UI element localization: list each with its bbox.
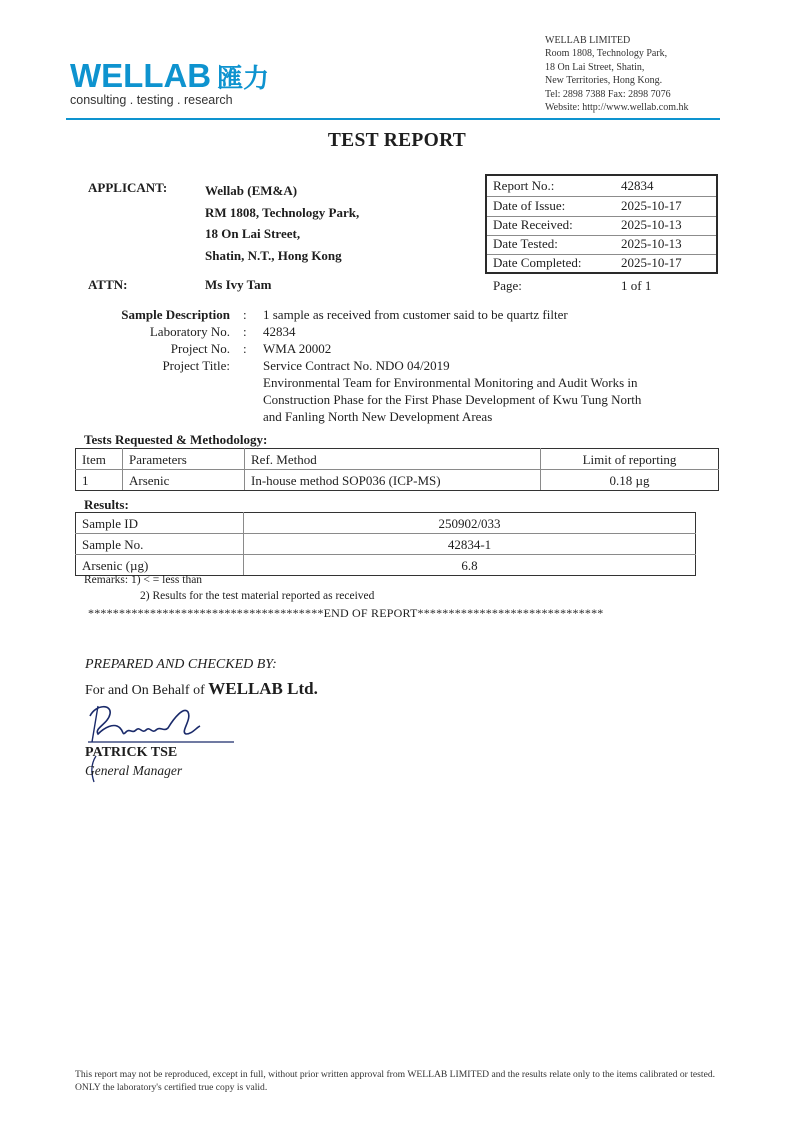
company-address-block — [545, 34, 689, 114]
colon: : — [243, 341, 247, 356]
project-title-line: Service Contract No. NDO 04/2019 — [263, 358, 450, 373]
table-cell: 6.8 — [244, 555, 696, 576]
company-name: WELLAB LIMITED — [545, 35, 631, 46]
report-info-key: Date Tested: — [493, 236, 558, 251]
report-info-key: Date Completed: — [493, 255, 582, 270]
page-number: 1 of 1 — [621, 278, 652, 293]
on-behalf-line — [85, 679, 318, 699]
company-logo — [70, 58, 269, 97]
colon: : — [243, 307, 247, 322]
table-header-cell: Ref. Method — [245, 449, 541, 470]
applicant-line: RM 1808, Technology Park, — [205, 204, 360, 220]
sample-description-label: Sample Description — [121, 307, 230, 322]
lab-no: 42834 — [263, 324, 296, 339]
report-info-value: 2025-10-13 — [621, 236, 682, 251]
end-of-report: **************************************END OF REPORT****************************** — [88, 606, 604, 620]
remarks-line: Remarks: 1) < = less than — [84, 574, 203, 586]
table-cell: Arsenic (µg) — [76, 555, 244, 576]
signatory-name: PATRICK TSE — [85, 745, 178, 760]
signatory-title: General Manager — [85, 763, 183, 778]
on-behalf-company: WELLAB Ltd. — [208, 679, 318, 698]
report-info-value: 2025-10-17 — [621, 198, 682, 213]
company-address-line: 18 On Lai Street, Shatin, — [545, 61, 645, 73]
table-cell: 42834-1 — [244, 534, 696, 555]
project-no: WMA 20002 — [263, 341, 332, 356]
company-phone: Tel: 2898 7388 Fax: 2898 7076 — [545, 88, 671, 100]
attn-label: ATTN: — [88, 277, 128, 292]
header-divider — [66, 118, 720, 120]
project-title-label: Project Title: — [162, 358, 230, 373]
applicant-line: Wellab (EM&A) — [205, 183, 298, 198]
table-cell: Sample ID — [76, 513, 244, 534]
logo-chinese: 匯力 — [217, 64, 270, 94]
prepared-by-label: PREPARED AND CHECKED BY: — [85, 657, 277, 672]
results-heading: Results: — [84, 497, 129, 512]
company-website: Website: http://www.wellab.com.hk — [545, 102, 689, 114]
report-info-value: 42834 — [621, 178, 654, 193]
tests-table — [75, 448, 719, 491]
company-address-line: Room 1808, Technology Park, — [545, 48, 668, 60]
sample-description: 1 sample as received from customer said to be quartz filter — [263, 307, 568, 322]
table-cell: Sample No. — [76, 534, 244, 555]
applicant-label: APPLICANT: — [88, 180, 168, 195]
table-cell: In-house method SOP036 (ICP-MS) — [245, 470, 541, 491]
colon: : — [243, 324, 247, 339]
applicant-line: 18 On Lai Street, — [205, 226, 301, 241]
on-behalf-prefix: For and On Behalf of — [85, 683, 205, 698]
tests-heading: Tests Requested & Methodology: — [84, 432, 268, 447]
table-row — [76, 555, 696, 576]
report-info-key: Report No.: — [493, 178, 555, 193]
applicant-address — [205, 180, 359, 266]
page-title: TEST REPORT — [327, 130, 467, 151]
table-cell: 1 — [76, 470, 123, 491]
report-info-value: 2025-10-17 — [621, 255, 682, 270]
project-title-line: Environmental Team for Environmental Monitoring and Audit Works in — [263, 375, 638, 390]
project-no-label: Project No. — [170, 341, 230, 356]
applicant-line: Shatin, N.T., Hong Kong — [205, 247, 342, 263]
lab-no-label: Laboratory No. — [149, 324, 230, 339]
company-address-line: New Territories, Hong Kong. — [545, 75, 663, 87]
table-row — [76, 534, 696, 555]
attn-value: Ms Ivy Tam — [205, 277, 272, 292]
remarks-line: 2) Results for the test material reported as received — [140, 590, 375, 602]
table-header-cell: Item — [76, 449, 123, 470]
table-header-cell: Limit of reporting — [541, 449, 719, 470]
footer-disclaimer: This report may not be reproduced, except in full, without prior written approval from WELLAB LIMITED and the results relate only to the items calibrated or tested. ONLY the laboratory's certified true copy is valid. — [75, 1069, 716, 1093]
report-info-value: 2025-10-13 — [621, 217, 682, 232]
table-cell: 250902/033 — [244, 513, 696, 534]
table-header-cell: Parameters — [123, 449, 245, 470]
results-table — [75, 512, 696, 576]
project-title-line: and Fanling North New Development Areas — [263, 409, 493, 424]
page-label: Page: — [493, 278, 522, 293]
table-header-row — [76, 449, 719, 470]
project-title-line: Construction Phase for the First Phase Development of Kwu Tung North — [263, 392, 642, 407]
table-cell: Arsenic — [123, 470, 245, 491]
table-row — [76, 513, 696, 534]
report-info-key: Date of Issue: — [493, 198, 566, 213]
logo-text: WELLAB — [70, 57, 212, 94]
table-row — [76, 470, 719, 491]
table-cell: 0.18 µg — [541, 470, 719, 491]
logo-tagline: consulting . testing . research — [70, 93, 233, 107]
report-info-key: Date Received: — [493, 217, 573, 232]
